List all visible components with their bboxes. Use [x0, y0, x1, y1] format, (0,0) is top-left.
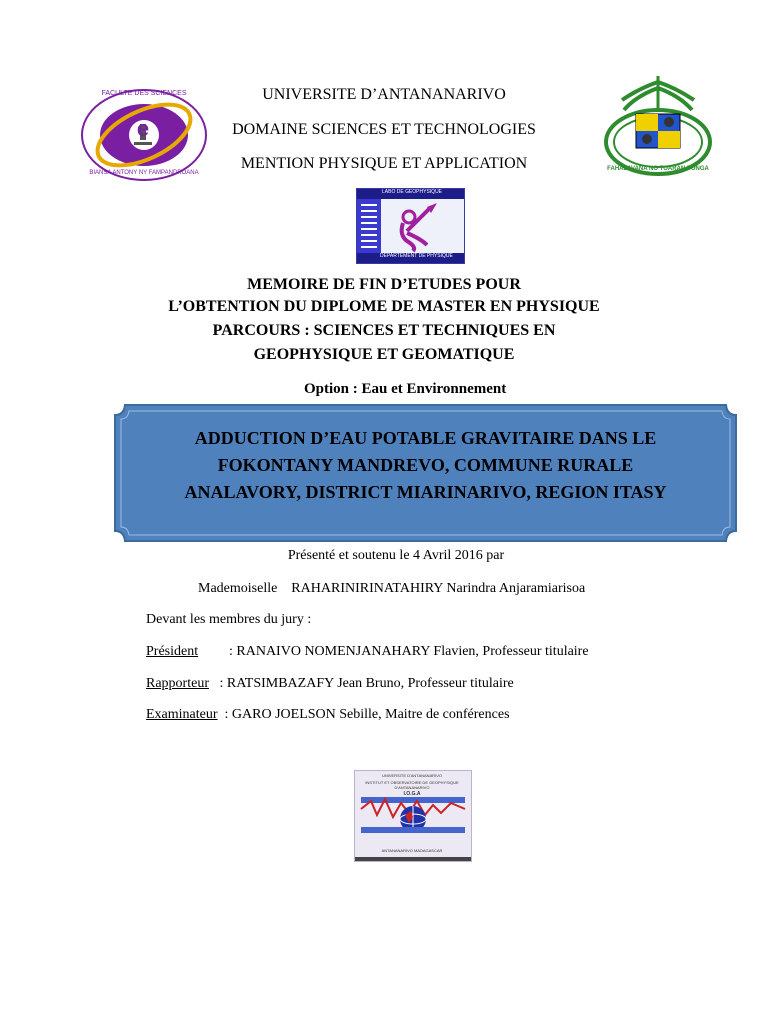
option-line: Option : Eau et Environnement [304, 381, 507, 397]
jury-row-president [146, 644, 589, 660]
jury-row-rapporteur [146, 676, 514, 692]
university-motto: FAHAZAVANA NO TOARAN-TONGA [607, 166, 709, 172]
institute-logo-acronym: I.O.G.A [403, 791, 421, 797]
faculty-logo-ring-text: FACULTE DES SCIENCES [101, 90, 187, 97]
thesis-title-line-1: ADDUCTION D’EAU POTABLE GRAVITAIRE DANS LE [194, 428, 657, 448]
faculty-logo-ring-text-bottom: BIANSA ANTONY NY FAMPANDROANA [89, 170, 199, 176]
jury-intro: Devant les membres du jury : [146, 612, 312, 627]
institute-logo-address: ANTANANARIVO MADAGASCAR [381, 848, 443, 853]
jury-separator: : [208, 644, 237, 659]
presentation-date: Présenté et soutenu le 4 Avril 2016 par [287, 548, 505, 563]
domain-name: DOMAINE SCIENCES ET TECHNOLOGIES [232, 121, 536, 138]
memoire-line-4: GEOPHYSIQUE ET GEOMATIQUE [253, 346, 515, 363]
memoire-line-3: PARCOURS : SCIENCES ET TECHNIQUES EN [212, 322, 556, 339]
jury-separator: : [217, 707, 232, 722]
mention-name: MENTION PHYSIQUE ET APPLICATION [240, 155, 528, 172]
institute-logo-top: UNIVERSITE D'ANTANANARIVO [381, 773, 443, 778]
department-logo-top-text: LABO DE GEOPHYSIQUE [382, 189, 443, 195]
jury-role: Rapporteur [146, 676, 209, 691]
jury-row-examinateur [146, 707, 510, 723]
university-name: UNIVERSITE D’ANTANANARIVO [262, 86, 506, 103]
jury-role: Examinateur [146, 707, 218, 722]
jury-role: Président [146, 644, 199, 659]
memoire-line-2: L’OBTENTION DU DIPLOME DE MASTER EN PHYSIQUE [168, 298, 600, 315]
thesis-title-box [113, 403, 738, 543]
department-logo-bottom-text: DEPARTEMENT DE PHYSIQUE [380, 253, 453, 259]
jury-separator: : [208, 676, 227, 691]
thesis-title-line-2: FOKONTANY MANDREVO, COMMUNE RURALE [217, 455, 634, 475]
memoire-line-1: MEMOIRE DE FIN D’ETUDES POUR [247, 276, 521, 293]
thesis-title-line-3: ANALAVORY, DISTRICT MIARINARIVO, REGION ITASY [184, 482, 667, 502]
jury-member: GARO JOELSON Sebille, Maitre de conférences [231, 707, 510, 722]
faculty-logo-letter: e [136, 116, 150, 141]
institute-logo-name: INSTITUT ET OBSERVATOIRE DE GEOPHYSIQUE D'ANTANANARIVO [365, 780, 459, 790]
candidate-name: Mademoiselle RAHARINIRINATAHIRY Narindra Anjaramiarisoa [198, 581, 586, 596]
jury-member: RATSIMBAZAFY Jean Bruno, Professeur titulaire [226, 676, 514, 691]
jury-member: RANAIVO NOMENJANAHARY Flavien, Professeur titulaire [236, 644, 589, 659]
